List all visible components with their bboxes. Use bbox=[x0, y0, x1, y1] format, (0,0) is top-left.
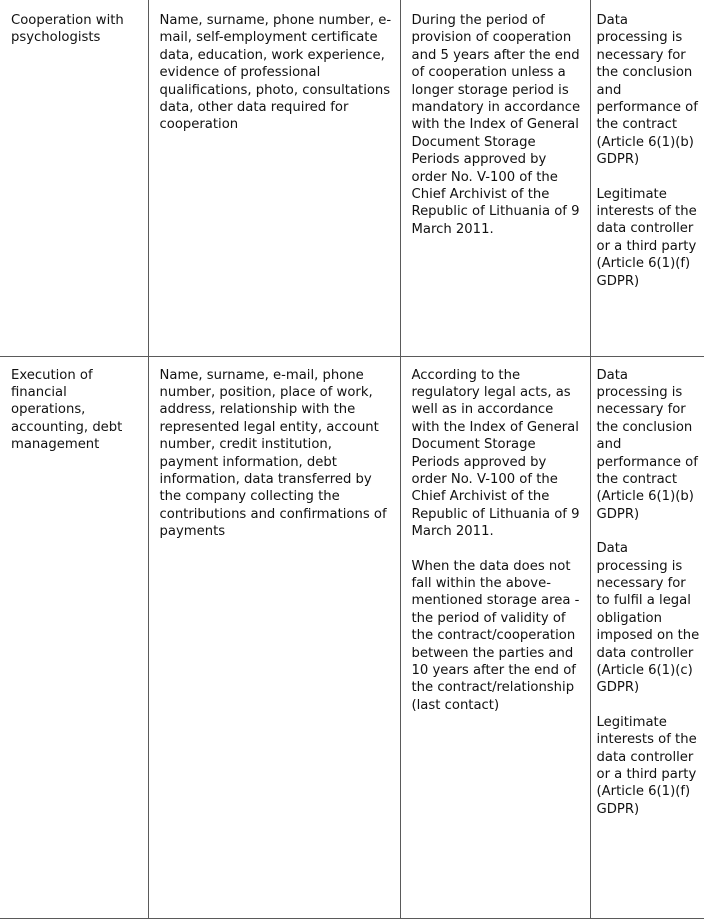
data-categories-text: Name, surname, phone number, e-mail, self-employment certificate data, education, work experience, evidence of professional qualifications, photo, consultations data, other data required for cooperation bbox=[159, 13, 392, 133]
legal-basis-text: Data processing is necessary for the conclusion and performance of the contract (Article 6(1)(b) GDPR) bbox=[596, 367, 698, 522]
purpose-text: Execution of financial operations, accounting, debt management bbox=[11, 367, 123, 453]
purpose-text: Cooperation with psychologists bbox=[11, 13, 124, 46]
data-categories-text: Name, surname, e-mail, phone number, position, place of work, address, relationship with the represented legal entity, account number, credit institution, payment information, debt information, data transferred by the company collecting the contributions and confirmations of payments bbox=[159, 367, 387, 540]
legal-basis-cell bbox=[590, 0, 704, 356]
legal-basis-text: Legitimate interests of the data controller or a third party (Article 6(1)(f) GDPR) bbox=[596, 186, 697, 289]
legal-basis-text: Data processing is necessary for to fulfil a legal obligation imposed on the data controller (Article 6(1)(c) GDPR) bbox=[596, 541, 700, 696]
purpose-cell bbox=[0, 0, 148, 356]
data-categories-cell bbox=[148, 356, 400, 918]
legal-basis-text: Legitimate interests of the data controller or a third party (Article 6(1)(f) GDPR) bbox=[596, 714, 697, 817]
legal-basis-text: Data processing is necessary for the conclusion and performance of the contract (Article 6(1)(b) GDPR) bbox=[596, 13, 698, 168]
storage-period-cell bbox=[400, 0, 590, 356]
storage-period-cell bbox=[400, 356, 590, 918]
purpose-cell bbox=[0, 356, 148, 918]
table-row bbox=[0, 0, 704, 356]
storage-period-text: When the data does not fall within the above-mentioned storage area - the period of validity of the contract/cooperation between the parties and 10 years after the end of the contract/relationship (last contact) bbox=[411, 558, 580, 713]
table-row bbox=[0, 356, 704, 918]
legal-basis-cell bbox=[590, 356, 704, 918]
storage-period-text: According to the regulatory legal acts, as well as in accordance with the Index of General Document Storage Periods approved by order No. V-100 of the Chief Archivist of the Republic of Lithuania of 9 March 2011. bbox=[411, 367, 580, 540]
data-categories-cell bbox=[148, 0, 400, 356]
storage-period-text: During the period of provision of cooperation and 5 years after the end of cooperation unless a longer storage period is mandatory in accordance with the Index of General Document Storage Periods approved by order No. V-100 of the Chief Archivist of the Republic of Lithuania of 9 March 2011. bbox=[411, 13, 581, 237]
